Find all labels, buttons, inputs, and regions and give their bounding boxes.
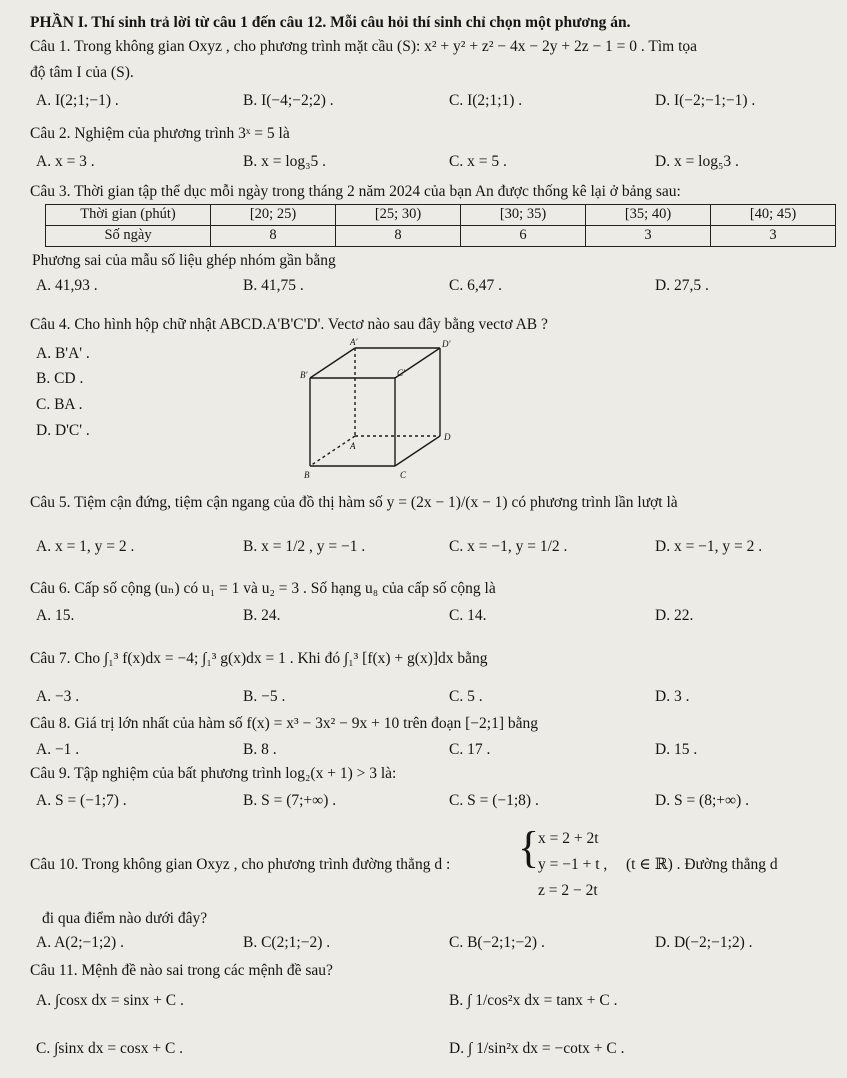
- q1-option-d: D. I(−2;−1;−1) .: [655, 92, 756, 109]
- vertex-label: A': [350, 338, 358, 347]
- table-header-row: [46, 205, 836, 226]
- q11-option-b: B. ∫ 1/cos²x dx = tanx + C .: [449, 992, 618, 1009]
- q10-option-b: B. C(2;1;−2) .: [243, 934, 331, 951]
- q11-option-c: C. ∫sinx dx = cosx + C .: [36, 1040, 184, 1057]
- q2-option-b: B. x = log₃5 .: [243, 153, 327, 170]
- question-1-text: Câu 1. Trong không gian Oxyz , cho phương trình mặt cầu (S): x² + y² + z² − 4x − 2y + 2z − 1 = 0 . Tìm tọa: [30, 38, 698, 55]
- table-cell: [35; 40): [586, 205, 711, 226]
- q5-option-d: D. x = −1, y = 2 .: [655, 538, 763, 555]
- table-cell: [25; 30): [336, 205, 461, 226]
- q8-option-b: B. 8 .: [243, 741, 277, 758]
- question-2-text: Câu 2. Nghiệm của phương trình 3ˣ = 5 là: [30, 125, 290, 142]
- q9-option-a: A. S = (−1;7) .: [36, 792, 127, 809]
- q4-option-c: C. BA .: [36, 396, 83, 413]
- q3-option-d: D. 27,5 .: [655, 277, 709, 294]
- edge: [310, 348, 355, 378]
- question-3-subtext: Phương sai của mẫu số liệu ghép nhóm gần bằng: [32, 252, 336, 269]
- question-8-text: Câu 8. Giá trị lớn nhất của hàm số f(x) = x³ − 3x² − 9x + 10 trên đoạn [−2;1] bằng: [30, 715, 539, 732]
- table-cell: 6: [461, 226, 586, 247]
- system-line-y: y = −1 + t ,: [538, 856, 608, 873]
- question-11-text: Câu 11. Mệnh đề nào sai trong các mệnh đề sau?: [30, 962, 333, 979]
- question-10-text-cont: đi qua điểm nào dưới đây?: [42, 910, 208, 927]
- q2-option-d: D. x = log₅3 .: [655, 153, 739, 170]
- q9-option-d: D. S = (8;+∞) .: [655, 792, 749, 809]
- vertex-label: C': [397, 368, 405, 378]
- q4-option-d: D. D'C' .: [36, 422, 90, 439]
- q3-option-c: C. 6,47 .: [449, 277, 502, 294]
- q7-option-a: A. −3 .: [36, 688, 80, 705]
- vertex-label: D': [442, 339, 451, 349]
- question-4-text: Câu 4. Cho hình hộp chữ nhật ABCD.A'B'C'D'. Vectơ nào sau đây bằng vectơ AB ?: [30, 316, 548, 333]
- q5-option-c: C. x = −1, y = 1/2 .: [449, 538, 568, 555]
- q10-option-a: A. A(2;−1;2) .: [36, 934, 124, 951]
- question-9-text: Câu 9. Tập nghiệm của bất phương trình log₂(x + 1) > 3 là:: [30, 765, 397, 782]
- question-3-text: Câu 3. Thời gian tập thể dục mỗi ngày trong tháng 2 năm 2024 của bạn An được thống kê lại ở bảng sau:: [30, 183, 681, 200]
- vertex-label: C: [400, 470, 407, 480]
- table-cell: Thời gian (phút): [46, 205, 211, 226]
- q8-option-d: D. 15 .: [655, 741, 698, 758]
- q3-option-b: B. 41,75 .: [243, 277, 304, 294]
- table-cell: 3: [586, 226, 711, 247]
- vertex-label: B': [300, 370, 308, 380]
- question-7-text: Câu 7. Cho ∫₁³ f(x)dx = −4; ∫₁³ g(x)dx = 1 . Khi đó ∫₁³ [f(x) + g(x)]dx bằng: [30, 650, 488, 667]
- q9-option-b: B. S = (7;+∞) .: [243, 792, 337, 809]
- table-row: [46, 226, 836, 247]
- q1-option-c: C. I(2;1;1) .: [449, 92, 523, 109]
- q8-option-c: C. 17 .: [449, 741, 491, 758]
- q7-option-c: C. 5 .: [449, 688, 483, 705]
- q6-option-c: C. 14.: [449, 607, 487, 624]
- vertex-label: B: [304, 470, 310, 480]
- q4-option-b: B. CD .: [36, 370, 84, 387]
- question-10-text: Câu 10. Trong không gian Oxyz , cho phương trình đường thẳng d :: [30, 856, 451, 873]
- section-header: PHẦN I. Thí sinh trả lời từ câu 1 đến câu 12. Mỗi câu hỏi thí sinh chỉ chọn một phương án.: [30, 14, 631, 31]
- q1-option-a: A. I(2;1;−1) .: [36, 92, 119, 109]
- q3-option-a: A. 41,93 .: [36, 277, 98, 294]
- q1-option-b: B. I(−4;−2;2) .: [243, 92, 334, 109]
- brace-icon: {: [518, 823, 540, 872]
- q5-option-a: A. x = 1, y = 2 .: [36, 538, 135, 555]
- table-cell: [30; 35): [461, 205, 586, 226]
- q11-option-d: D. ∫ 1/sin²x dx = −cotx + C .: [449, 1040, 625, 1057]
- edge: [395, 436, 440, 466]
- q6-option-a: A. 15.: [36, 607, 75, 624]
- q10-option-d: D. D(−2;−1;2) .: [655, 934, 753, 951]
- q9-option-c: C. S = (−1;8) .: [449, 792, 539, 809]
- table-cell: [20; 25): [211, 205, 336, 226]
- q8-option-a: A. −1 .: [36, 741, 80, 758]
- vertex-label: A: [350, 441, 356, 451]
- table-cell: 8: [336, 226, 461, 247]
- question-10-condition: (t ∈ ℝ) . Đường thẳng d: [626, 856, 778, 873]
- system-line-x: x = 2 + 2t: [538, 830, 599, 847]
- q7-option-d: D. 3 .: [655, 688, 690, 705]
- q5-option-b: B. x = 1/2 , y = −1 .: [243, 538, 366, 555]
- question-5-text: Câu 5. Tiệm cận đứng, tiệm cận ngang của đồ thị hàm số y = (2x − 1)/(x − 1) có phương trình lần lượt là: [30, 494, 678, 511]
- question-1-text-cont: độ tâm I của (S).: [30, 64, 134, 81]
- hidden-edge: [310, 436, 355, 466]
- q2-option-c: C. x = 5 .: [449, 153, 507, 170]
- q2-option-a: A. x = 3 .: [36, 153, 95, 170]
- q10-option-c: C. B(−2;1;−2) .: [449, 934, 545, 951]
- q7-option-b: B. −5 .: [243, 688, 286, 705]
- question-6-text: Câu 6. Cấp số cộng (uₙ) có u₁ = 1 và u₂ = 3 . Số hạng u₈ của cấp số cộng là: [30, 580, 496, 597]
- table-cell: [40; 45): [711, 205, 836, 226]
- q4-option-a: A. B'A' .: [36, 345, 90, 362]
- frequency-table: [45, 204, 836, 247]
- q11-option-a: A. ∫cosx dx = sinx + C .: [36, 992, 184, 1009]
- table-cell: 8: [211, 226, 336, 247]
- table-cell: Số ngày: [46, 226, 211, 247]
- vertex-label: D: [444, 432, 451, 442]
- system-line-z: z = 2 − 2t: [538, 882, 598, 899]
- table-cell: 3: [711, 226, 836, 247]
- q6-option-b: B. 24.: [243, 607, 281, 624]
- q6-option-d: D. 22.: [655, 607, 694, 624]
- cube-diagram: [300, 338, 470, 488]
